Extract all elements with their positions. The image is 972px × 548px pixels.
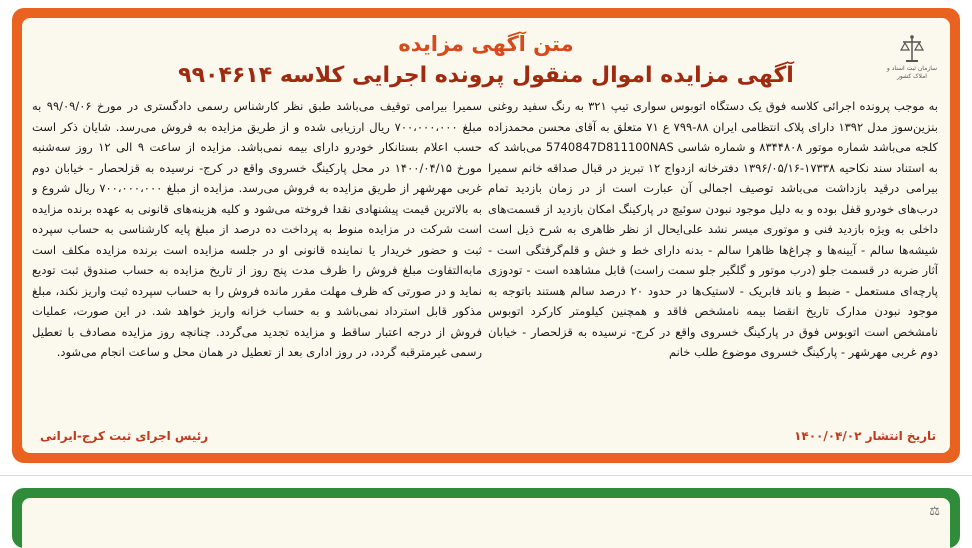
next-notice-logo-icon: ⚖ [929, 504, 940, 518]
signature: رئیس اجرای ثبت کرج-ایرانی [40, 429, 209, 443]
notice-subtitle: آگهی مزایده اموال منقول پرونده اجرایی کلاسه ۹۹۰۴۶۱۴ [178, 63, 794, 88]
notice-text-columns [32, 96, 938, 406]
text-column-left: سمیرا بیرامی توقیف می‌باشد طبق نظر کارشناس رسمی دادگستری در مورخ ۹۹/۰۹/۰۶ به مبلغ ۷۰۰،۰۰۰،۰۰۰ ریال ارزیابی شده و از طریق مزایده به فروش می‌رسد. شایان ذکر است حسب اعلام بستانکار خودرو دارای بیمه نمی‌باشد. مزایده از ساعت ۹ الی ۱۲ روز سه‌شنبه مورخ ۱۴۰۰/۰۴/۱۵ در محل پارکینگ خسروی واقع در کرج- نرسیده به قزلحصار - خیابان دوم غربی مهرشهر از طریق مزایده به فروش می‌رسد. مزایده از مبلغ ۷۰۰،۰۰۰،۰۰۰ ریال شروع و به بالاترین قیمت پیشنهادی نقدا فروخته می‌شود و کلیه هزینه‌های قانونی به عهده برنده مزایده است شرکت در مزایده منوط به پرداخت ده درصد از مبلغ پایه کارشناسی به حساب سپرده ثبت و حضور خریدار یا نماینده قانونی او در جلسه مزایده است برنده مزایده مکلف است مابه‌التفاوت مبلغ فروش را ظرف مدت پنج روز از تاریخ مزایده به حساب صندوق ثبت تودیع نماید و در صورتی که ظرف مهلت مقرر مانده فروش را به حساب سپرده ثبت واریز نکند، مبلغ مذکور قابل استرداد نمی‌باشد و به حساب خزانه واریز خواهد شد. در این صورت، عملیات فروش از درجه اعتبار ساقط و مزایده تجدید می‌گردد. چنانچه روز مزایده مصادف با تعطیل رسمی غیرمترقبه گردد، در روز اداری بعد از تعطیل در همان محل و ساعت انجام می‌شود. [32, 99, 482, 359]
notice-title: متن آگهی مزایده [398, 32, 574, 56]
text-column-right: به موجب پرونده اجرائی کلاسه فوق یک دستگاه اتوبوس سواری تیپ ۳۲۱ به رنگ سفید روغنی بنزین‌سوز مدل ۱۳۹۲ دارای پلاک انتظامی ایران ۸۸-۷۹۹ ع ۷۱ متعلق به آقای محسن محمدزاده کلجه می‌باشد شماره موتور ۸۳۴۴۸۰۸ و شماره شاسی 5740847D811100NAS می‌باشد که به استناد سند نکاحیه ۱۷۳۳۸-۱۳۹۶/۰۵/۱۶ دفترخانه ازدواج ۱۲ تبریز در قبال صداقه خانم سمیرا بیرامی درقید بازداشت می‌باشد توصیف اجمالی آن عبارت است از در زمان بازدید تمام درب‌های خودرو قفل بوده و به دلیل موجود نبودن سوئیچ در پارکینگ امکان بازدید از قسمت‌های داخلی به ویژه بازدید فنی و موتوری میسر نشد علی‌ایحال از نظر ظاهری به شرح ذیل است شیشه‌ها سالم - آیینه‌ها و چراغ‌ها ظاهرا سالم - بدنه دارای خط و خش و قلم‌گرفتگی است - آثار ضربه در قسمت جلو (درب موتور و گلگیر جلو سمت راست) قابل مشاهده است - تودوزی پارچه‌ای مستعمل - ضبط و باند فابریک - لاستیک‌ها در حدود ۲۰ درصد سالم هستند باتوجه به موجود نبودن مدارک تاریخ انقضا بیمه نامشخص فاقد و همچنین کیلومتر کارکرد اتوبوس نامشخص است اتوبوس فوق در پارکینگ خسروی واقع در کرج- نرسیده به قزلحصار - خیابان دوم غربی مهرشهر - پارکینگ خسروی موضوع طلب خانم [488, 99, 938, 359]
next-notice-body [22, 498, 950, 548]
next-notice-frame [12, 488, 960, 548]
page-divider [0, 475, 972, 476]
logo-caption: سازمان ثبت اسناد و املاک کشور [886, 65, 938, 80]
publish-date: تاریخ انتشار ۱۴۰۰/۰۴/۰۲ [794, 429, 936, 443]
notice-body [22, 18, 950, 453]
auction-notice [12, 8, 960, 463]
